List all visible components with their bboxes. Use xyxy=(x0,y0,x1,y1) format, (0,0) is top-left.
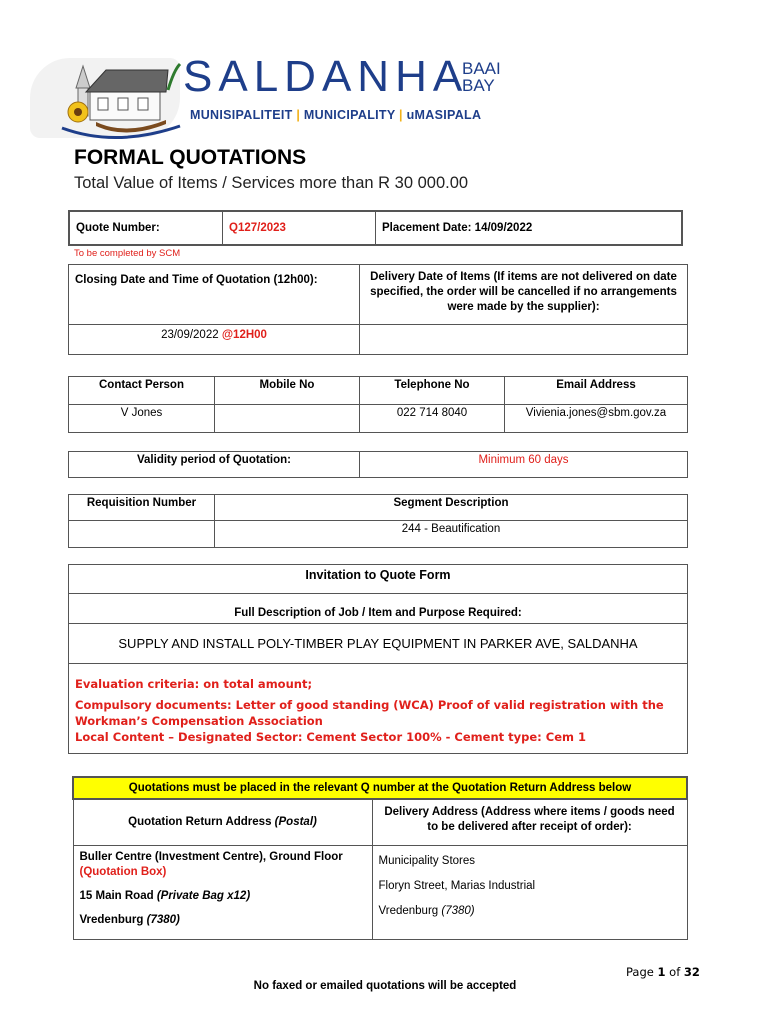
logo-sep-1: | xyxy=(292,108,304,122)
quote-number-table xyxy=(68,210,683,246)
municipal-logo-emblem xyxy=(56,60,186,140)
page-of: of xyxy=(665,965,684,979)
quote-number-value: Q127/2023 xyxy=(223,211,376,245)
delivery-line-3-italic: (7380) xyxy=(441,904,475,917)
contact-header-mobile: Mobile No xyxy=(215,377,360,405)
delivery-line-2: Floryn Street, Marias Industrial xyxy=(378,879,536,892)
delivery-date-label: Delivery Date of Items (If items are not delivered on date specified, the order will be cancelled if no arrangements were made by the supplier): xyxy=(360,265,688,325)
return-line-3-text: Vredenburg xyxy=(79,913,147,926)
compulsory-documents: Compulsory documents: Letter of good standing (WCA) Proof of valid registration with the Workman’s Compensation Association xyxy=(75,698,664,728)
invitation-table xyxy=(68,564,688,754)
logo-sub-3: uMASIPALA xyxy=(406,108,482,122)
return-line-1-text: Buller Centre (Investment Centre), Ground Floor xyxy=(79,850,343,863)
logo-bay: BAY xyxy=(462,76,495,95)
contact-email: Vivienia.jones@sbm.gov.za xyxy=(505,405,688,433)
contact-table xyxy=(68,376,688,433)
logo-sep-2: | xyxy=(395,108,407,122)
page-prefix: Page xyxy=(626,965,658,979)
logo-name: SALDANHA xyxy=(183,52,469,101)
requisition-value xyxy=(69,521,215,548)
criteria-cell xyxy=(69,664,688,754)
return-label-text: Quotation Return Address xyxy=(128,816,275,829)
local-content: Local Content – Designated Sector: Cement Sector 100% - Cement type: Cem 1 xyxy=(75,730,586,744)
page-current: 1 xyxy=(657,965,666,979)
page-subtitle: Total Value of Items / Services more than R 30 000.00 xyxy=(74,174,469,192)
return-address-table xyxy=(72,776,688,940)
return-line-1-red: (Quotation Box) xyxy=(79,865,167,878)
delivery-address-value xyxy=(372,845,687,939)
validity-label: Validity period of Quotation: xyxy=(69,452,360,478)
return-line-2 xyxy=(80,889,366,904)
evaluation-criteria: Evaluation criteria: on total amount; xyxy=(75,677,313,691)
logo-baai: BAAI xyxy=(462,59,501,78)
contact-person: V Jones xyxy=(69,405,215,433)
delivery-line-1: Municipality Stores xyxy=(378,854,476,867)
placement-date: Placement Date: 14/09/2022 xyxy=(376,211,683,245)
job-description: SUPPLY AND INSTALL POLY-TIMBER PLAY EQUIPMENT IN PARKER AVE, SALDANHA xyxy=(69,624,688,664)
invitation-title: Invitation to Quote Form xyxy=(69,565,688,594)
contact-header-email: Email Address xyxy=(505,377,688,405)
closing-date: 23/09/2022 xyxy=(161,329,222,341)
closing-date-label: Closing Date and Time of Quotation (12h00): xyxy=(69,265,360,325)
page-total: 32 xyxy=(683,965,700,979)
contact-telephone: 022 714 8040 xyxy=(360,405,505,433)
scm-note: To be completed by SCM xyxy=(74,248,181,259)
page-number xyxy=(626,965,700,979)
delivery-line-3 xyxy=(379,904,681,919)
quote-number-label: Quote Number: xyxy=(69,211,223,245)
closing-time: @12H00 xyxy=(221,329,267,341)
contact-header-telephone: Telephone No xyxy=(360,377,505,405)
requisition-label: Requisition Number xyxy=(69,495,215,521)
delivery-line-3-text: Vredenburg xyxy=(378,904,442,917)
contact-mobile xyxy=(215,405,360,433)
logo-baai-bay xyxy=(462,60,501,94)
return-line-2-text: 15 Main Road xyxy=(79,889,157,902)
return-line-3-italic: (7380) xyxy=(146,913,180,926)
return-line-1 xyxy=(80,850,366,880)
validity-value: Minimum 60 days xyxy=(360,452,688,478)
return-address-value xyxy=(73,845,372,939)
return-line-3 xyxy=(80,913,366,928)
requisition-table xyxy=(68,494,688,548)
return-address-label xyxy=(73,799,372,845)
return-line-2-italic: (Private Bag x12) xyxy=(156,889,251,902)
return-label-italic: (Postal) xyxy=(274,816,317,829)
logo-sub-1: MUNISIPALITEIT xyxy=(190,108,293,122)
description-label: Full Description of Job / Item and Purpose Required: xyxy=(69,594,688,624)
segment-value: 244 - Beautification xyxy=(215,521,688,548)
return-banner: Quotations must be placed in the relevant Q number at the Quotation Return Address below xyxy=(73,777,687,799)
segment-label: Segment Description xyxy=(215,495,688,521)
closing-date-value xyxy=(69,325,360,355)
logo-sub-2: MUNICIPALITY xyxy=(303,108,396,122)
delivery-date-value xyxy=(360,325,688,355)
closing-date-table xyxy=(68,264,688,355)
logo-subtitle xyxy=(190,108,481,122)
contact-header-person: Contact Person xyxy=(69,377,215,405)
delivery-address-label: Delivery Address (Address where items / goods need to be delivered after receipt of order): xyxy=(372,799,687,845)
page-title: FORMAL QUOTATIONS xyxy=(74,146,307,169)
validity-table xyxy=(68,451,688,478)
footer-note: No faxed or emailed quotations will be accepted xyxy=(253,980,517,992)
